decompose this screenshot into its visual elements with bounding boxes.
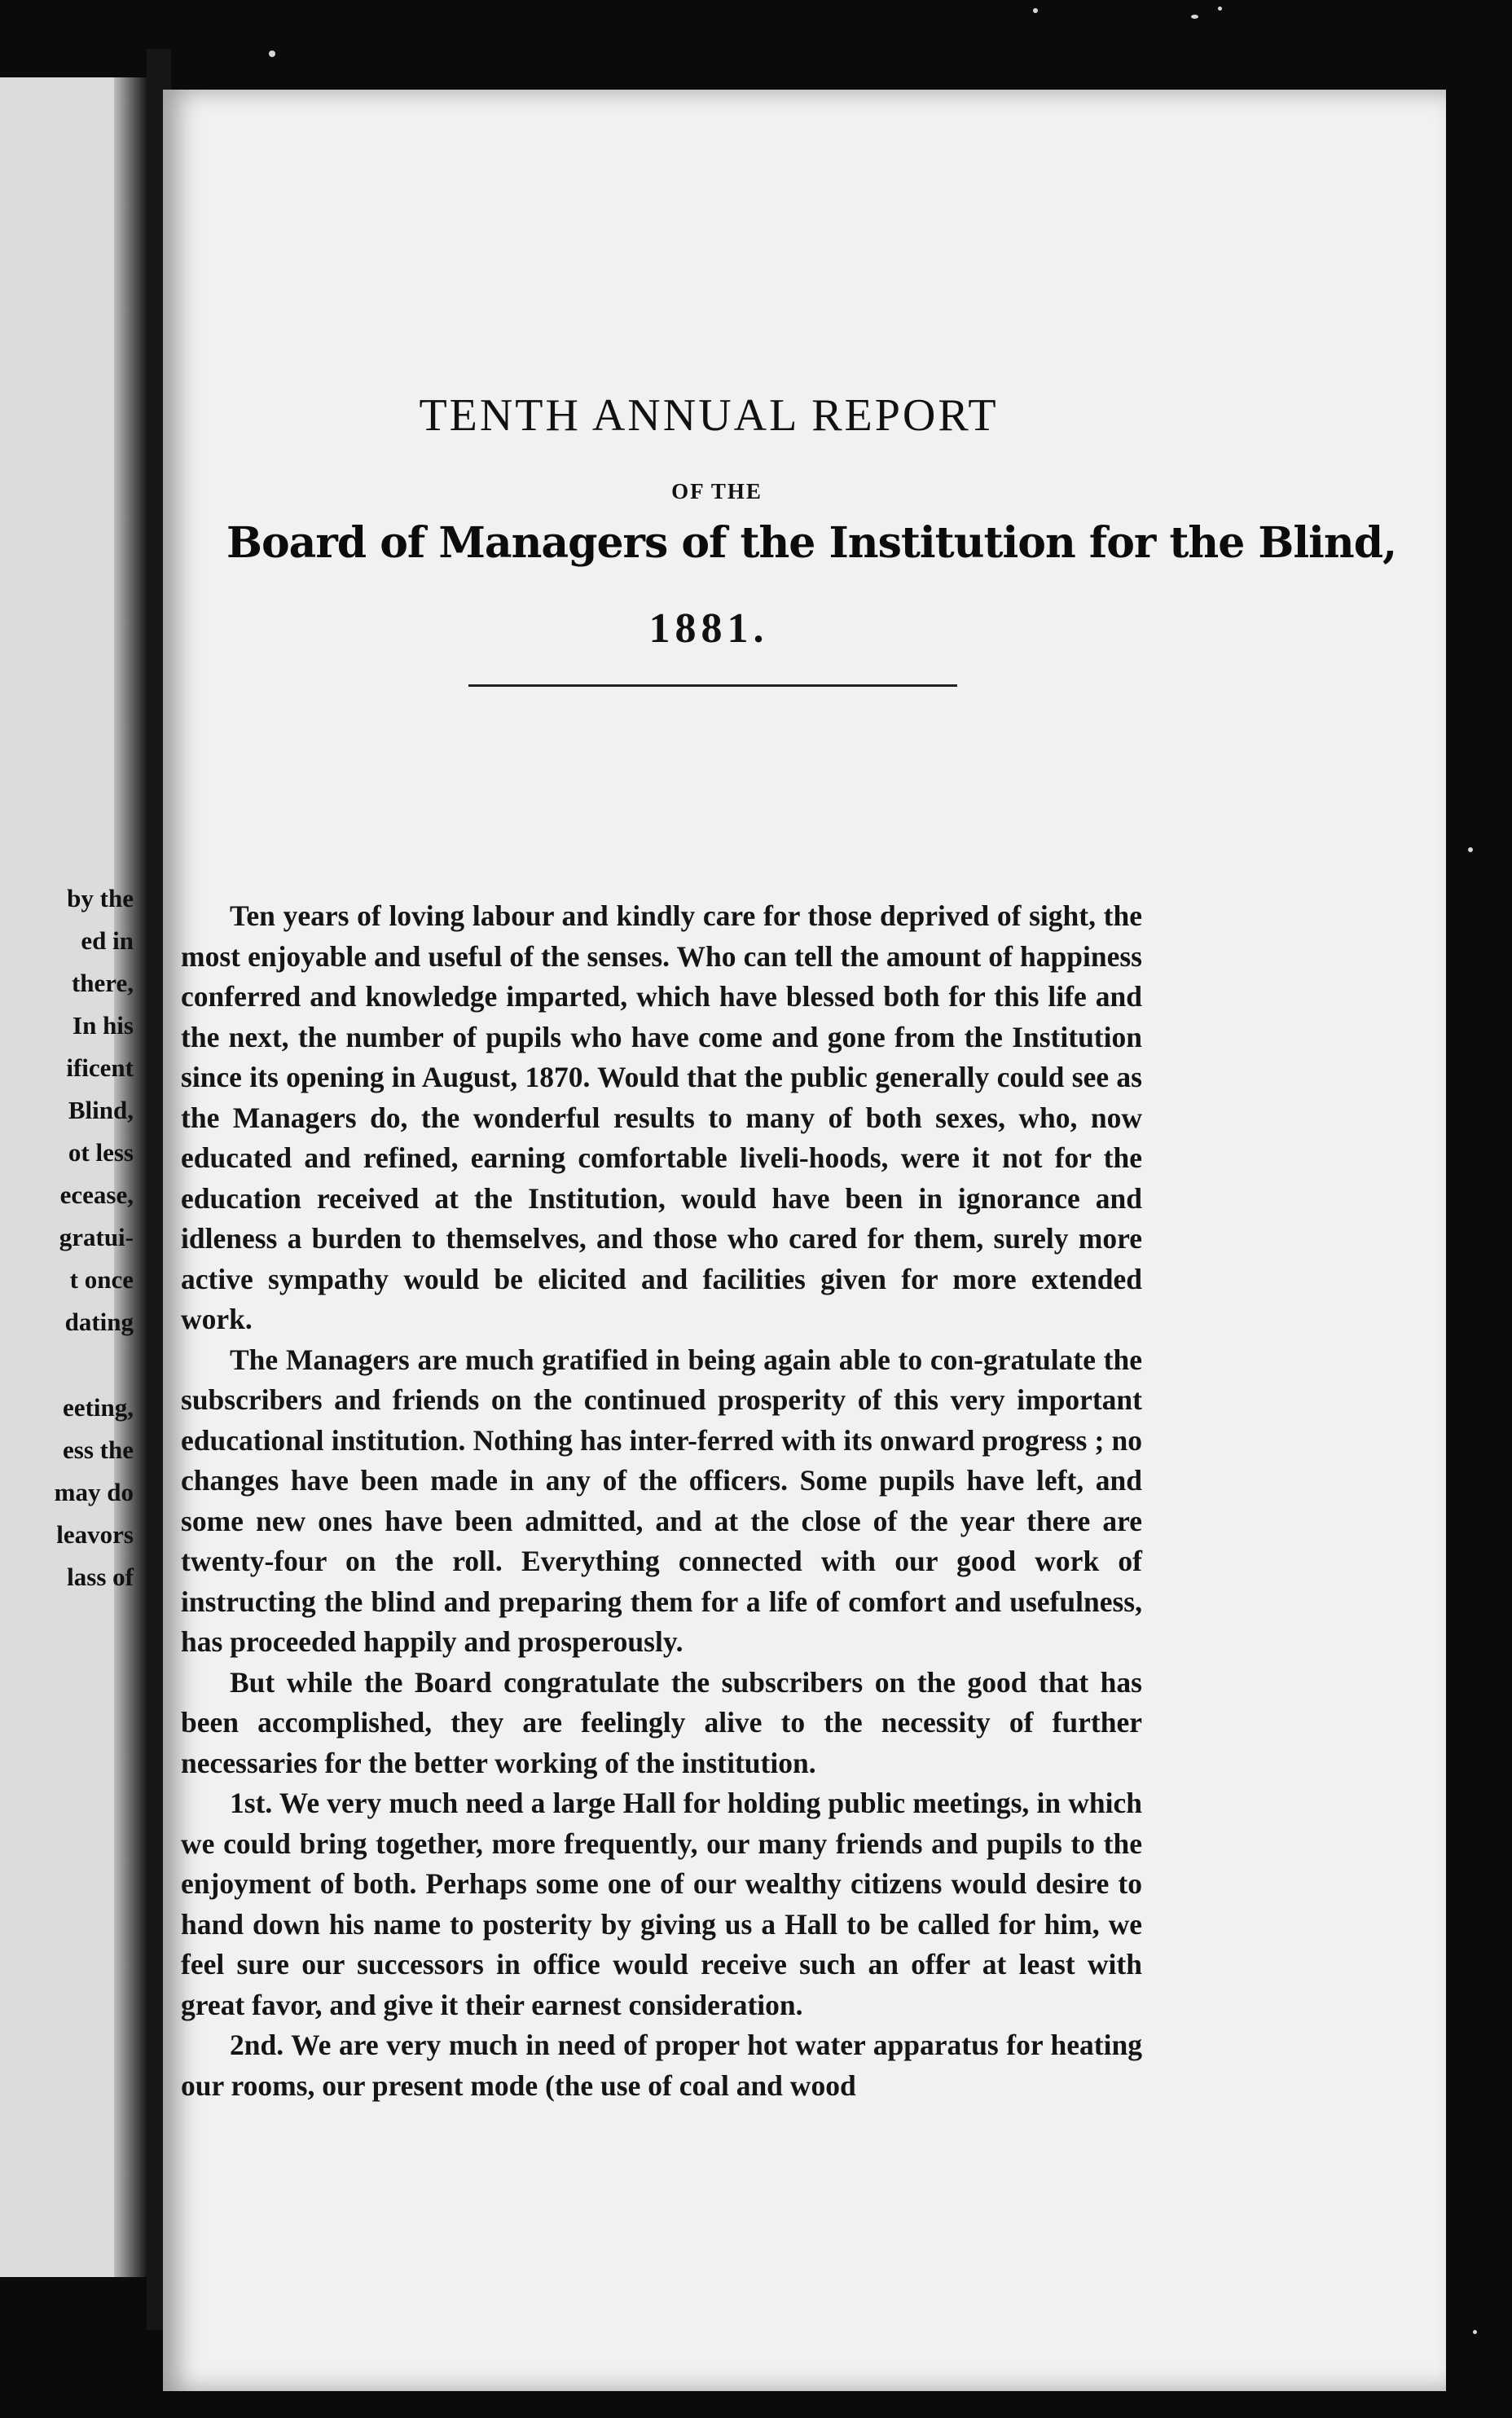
left-line: ecease, — [59, 1180, 134, 1209]
left-line: ot less — [68, 1138, 134, 1167]
paragraph: But while the Board congratulate the subscribers on the good that has been accomplished, they are feelingly alive to the necessity of further necessaries for the better working of the institution. — [181, 1665, 1142, 1779]
left-facing-page — [0, 77, 147, 2277]
paragraph: Ten years of loving labour and kindly care for those deprived of sight, the most enjoyable and useful of the senses. Who can tell the amount of happiness conferred and knowledge imparted, which have blessed both for this life and the next, the number of pupils who have come and gone from the Institution since its opening in August, 1870. Would that the public generally could see as the Managers do, the wonderful results to many of both sexes, who, now educated and refined, earning comfortable liveli-hoods, were it not for the education received at the Institution, would have been in ignorance and idleness a burden to themselves, and those who cared for them, surely more active sympathy would be elicited and facilities given for more extended work. — [181, 899, 1142, 1335]
left-line: by the — [67, 884, 134, 912]
page-edge-shadow — [114, 77, 147, 2277]
report-body — [181, 896, 1142, 2106]
board-heading: Board of Managers of the Institution for the Blind, — [226, 518, 1397, 568]
left-line: ificent — [66, 1053, 134, 1082]
left-line: eeting, — [63, 1393, 134, 1422]
of-the-line: OF THE — [671, 479, 763, 503]
left-line: dating — [64, 1308, 134, 1336]
left-line: there, — [71, 969, 134, 997]
title-rule — [468, 684, 957, 687]
left-line: Blind, — [68, 1096, 134, 1124]
left-line: gratui- — [59, 1223, 134, 1251]
left-line: lass of — [67, 1563, 134, 1591]
paragraph: 2nd. We are very much in need of proper hot water apparatus for heating our rooms, our present mode (the use of coal and wood — [181, 2029, 1142, 2102]
left-line: ed in — [81, 926, 134, 955]
left-line: leavors — [56, 1520, 134, 1549]
paragraph: The Managers are much gratified in being again able to con-gratulate the subscribers and friends on the continued prosperity of this very important educational institution. Nothing has inter-ferred with its onward progress ; no changes have been made in any of the officers. Some pupils have left, and some new ones have been admitted, and at the close of the year there are twenty-four on the roll. Everything connected with our good work of instructing the blind and preparing them for a life of comfort and usefulness, has proceeded happily and prosperously. — [181, 1343, 1142, 1658]
report-year: 1881. — [648, 605, 769, 652]
report-page — [163, 90, 1446, 2391]
left-line: In his — [73, 1011, 134, 1040]
report-title: TENTH ANNUAL REPORT — [419, 390, 999, 441]
left-line: t once — [69, 1265, 134, 1294]
left-line: may do — [54, 1478, 134, 1506]
paragraph: 1st. We very much need a large Hall for holding public meetings, in which we could bring together, more frequently, our many friends and pupils to the enjoyment of both. Perhaps some one of our wealthy citizens would desire to hand down his name to posterity by giving us a Hall to be called for him, we feel sure our successors in office would receive such an offer at least with great favor, and give it their earnest consideration. — [181, 1787, 1142, 2021]
left-line: ess the — [63, 1435, 134, 1464]
